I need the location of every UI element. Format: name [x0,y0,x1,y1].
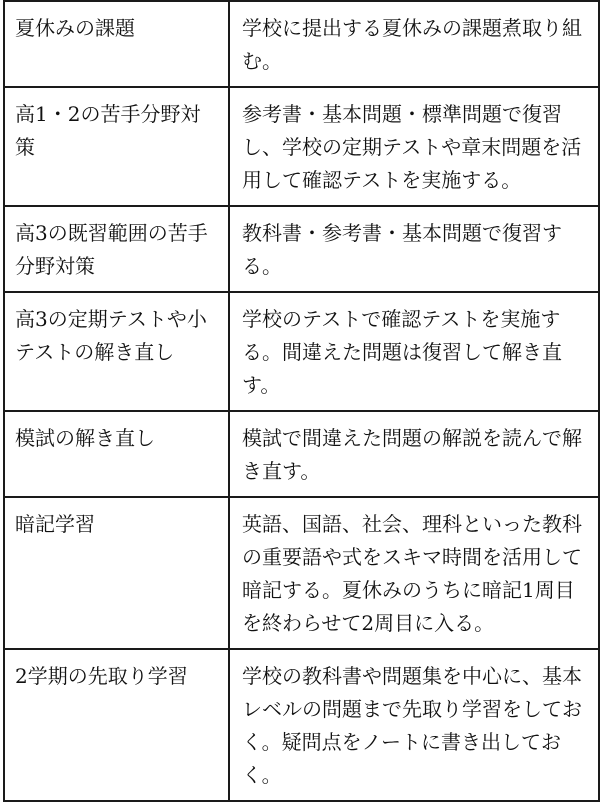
table-row [4,411,599,497]
study-plan-table-container [3,0,595,787]
table-cell-description: 模試で間違えた問題の解説を読んで解き直す。 [229,411,599,497]
study-plan-table [3,0,600,802]
table-cell-description: 参考書・基本問題・標準問題で復習し、学校の定期テストや章末問題を活用して確認テストを実施する。 [229,87,599,206]
table-cell-description: 学校のテストで確認テストを実施する。間違えた問題は復習して解き直す。 [229,292,599,411]
table-cell-item: 模試の解き直し [4,411,229,497]
table-row [4,206,599,292]
table-cell-item: 高1・2の苦手分野対策 [4,87,229,206]
table-cell-item: 高3の既習範囲の苦手分野対策 [4,206,229,292]
table-cell-item: 2学期の先取り学習 [4,649,229,801]
table-row [4,497,599,649]
table-cell-item: 暗記学習 [4,497,229,649]
table-row [4,87,599,206]
table-cell-description: 学校に提出する夏休みの課題煮取り組む。 [229,1,599,87]
table-row [4,649,599,801]
table-row [4,292,599,411]
table-cell-item: 夏休みの課題 [4,1,229,87]
table-cell-item: 高3の定期テストや小テストの解き直し [4,292,229,411]
table-cell-description: 教科書・参考書・基本問題で復習する。 [229,206,599,292]
table-cell-description: 学校の教科書や問題集を中心に、基本レベルの問題まで先取り学習をしておく。疑問点をノートに書き出しておく。 [229,649,599,801]
table-cell-description: 英語、国語、社会、理科といった教科の重要語や式をスキマ時間を活用して暗記する。夏休みのうちに暗記1周目を終わらせて2周目に入る。 [229,497,599,649]
table-row [4,1,599,87]
